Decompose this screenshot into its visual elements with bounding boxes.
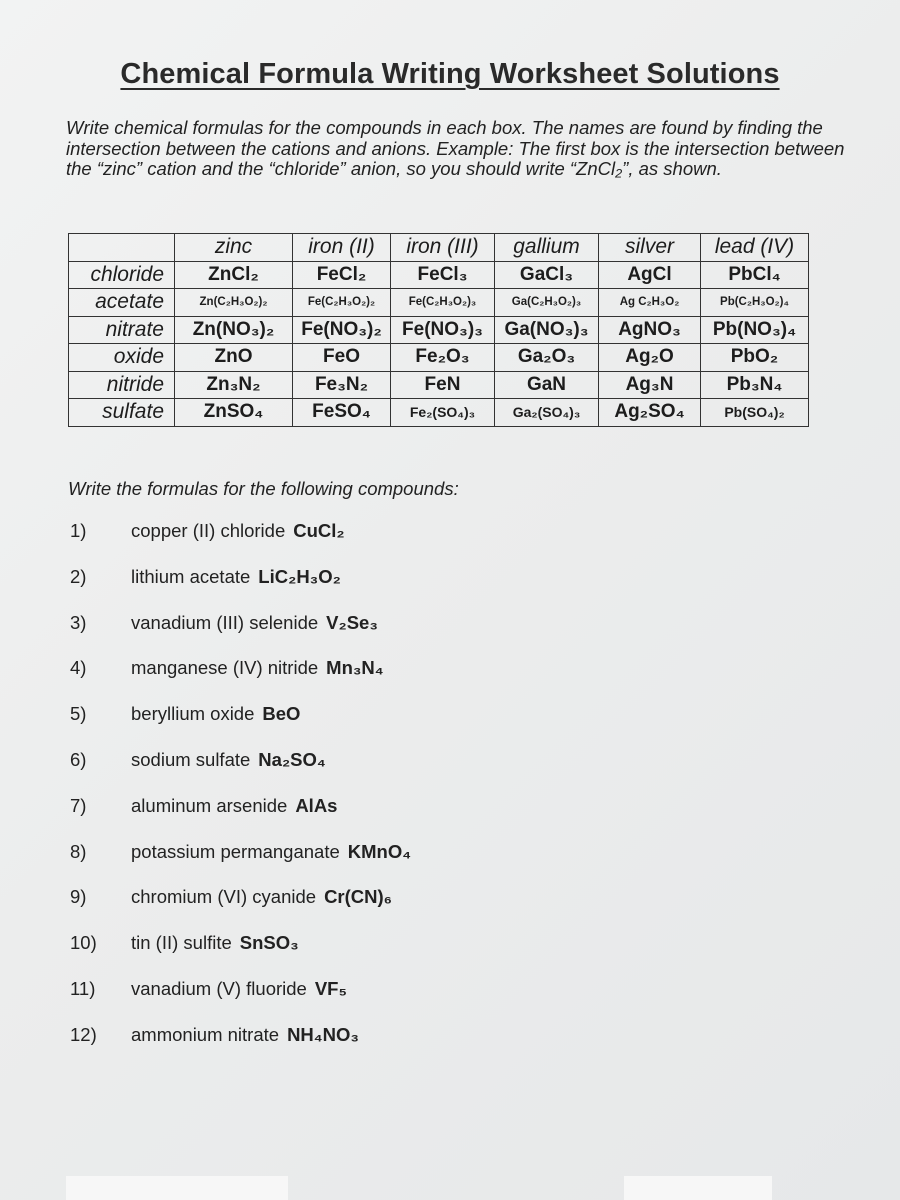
question-wrapper: [131, 795, 337, 817]
anion-row: [69, 289, 809, 317]
question-item: [68, 566, 868, 612]
anion-row: [69, 344, 809, 372]
formula-cell: Fe(NO₃)₂: [293, 316, 391, 344]
formula-cell: Pb(SO₄)₂: [701, 399, 809, 427]
formula-answer: AlAs: [295, 794, 338, 816]
page-title: Chemical Formula Writing Worksheet Solutions: [120, 58, 780, 90]
compound-name: beryllium oxide: [131, 703, 255, 725]
compound-name: lithium acetate: [131, 565, 251, 587]
compound-name: potassium permanganate: [131, 840, 340, 862]
question-number: 6): [70, 748, 87, 770]
formula-answer: VF₅: [314, 977, 347, 999]
question-wrapper: [131, 1024, 359, 1046]
compound-name: manganese (IV) nitride: [131, 657, 319, 679]
question-item: [68, 657, 868, 703]
question-wrapper: [131, 978, 347, 1000]
anion-label: chloride: [69, 261, 175, 289]
formula-cell: Fe(C₂H₃O₂)₂: [293, 289, 391, 317]
formula-cell: AgCl: [599, 261, 701, 289]
cation-header: zinc: [175, 234, 293, 262]
formula-cell: ZnCl₂: [175, 261, 293, 289]
question-number: 12): [70, 1023, 97, 1045]
formula-cell: FeN: [391, 371, 495, 399]
formula-answer: KMnO₄: [347, 840, 412, 862]
formula-cell: GaN: [495, 371, 599, 399]
compound-name: aluminum arsenide: [131, 794, 288, 816]
formula-answer: LiC₂H₃O₂: [258, 565, 341, 587]
question-wrapper: [131, 612, 378, 634]
compound-name: copper (II) chloride: [131, 520, 286, 541]
formula-answer: V₂Se₃: [326, 611, 378, 633]
formula-cell: Pb(NO₃)₄: [701, 316, 809, 344]
formula-cell: Fe₂O₃: [391, 344, 495, 372]
formula-cell: Pb₃N₄: [701, 371, 809, 399]
question-number: 3): [70, 611, 87, 633]
questions-heading: Write the formulas for the following compounds:: [68, 478, 459, 499]
formula-answer: Na₂SO₄: [258, 748, 326, 770]
formula-cell: FeCl₂: [293, 261, 391, 289]
tape-strip: [624, 1176, 772, 1200]
anion-row: [69, 399, 809, 427]
question-item: [68, 703, 868, 749]
question-number: 5): [70, 703, 87, 725]
formula-cell: Ag₂SO₄: [599, 399, 701, 427]
formula-cell: FeCl₃: [391, 261, 495, 289]
formula-table: [68, 233, 809, 427]
formula-cell: Ag₃N: [599, 371, 701, 399]
formula-cell: Fe₂(SO₄)₃: [391, 399, 495, 427]
question-item: [68, 886, 868, 932]
formula-answer: Mn₃N₄: [326, 657, 384, 679]
formula-cell: Zn(C₂H₃O₂)₂: [175, 289, 293, 317]
question-number: 11): [70, 977, 96, 999]
formula-answer: Cr(CN)₆: [324, 886, 393, 908]
tape-strip: [66, 1176, 288, 1200]
question-wrapper: [131, 932, 299, 954]
anion-label: sulfate: [69, 399, 175, 427]
question-item: [68, 612, 868, 658]
question-item: [68, 520, 868, 566]
formula-cell: Ga(NO₃)₃: [495, 316, 599, 344]
formula-cell: Pb(C₂H₃O₂)₄: [701, 289, 809, 317]
question-wrapper: [131, 703, 300, 725]
formula-cell: AgNO₃: [599, 316, 701, 344]
question-number: 1): [70, 520, 87, 541]
instructions-paragraph: Write chemical formulas for the compounds in each box. The names are found by finding the intersection between the cations and anions. Example: The first box is the intersection between the “zinc” cation and the “chloride” anion, so you should write “ZnCl₂”, as shown.: [66, 117, 845, 179]
compound-name: tin (II) sulfite: [131, 932, 232, 954]
compound-name: chromium (VI) cyanide: [131, 886, 317, 908]
formula-cell: Fe(NO₃)₃: [391, 316, 495, 344]
formula-cell: Ga₂(SO₄)₃: [495, 399, 599, 427]
question-item: [68, 749, 868, 795]
formula-answer: NH₄NO₃: [287, 1023, 359, 1045]
anion-label: nitride: [69, 371, 175, 399]
question-number: 9): [70, 886, 87, 908]
formula-cell: Ag C₂H₃O₂: [599, 289, 701, 317]
question-wrapper: [131, 886, 392, 908]
cation-header-row: [69, 234, 809, 262]
compound-name: vanadium (V) fluoride: [131, 977, 307, 999]
cation-header: gallium: [495, 234, 599, 262]
question-list: [68, 520, 868, 1070]
compound-name: vanadium (III) selenide: [131, 611, 319, 633]
question-number: 8): [70, 840, 87, 862]
question-item: [68, 841, 868, 887]
anion-row: [69, 371, 809, 399]
formula-cell: PbCl₄: [701, 261, 809, 289]
question-number: 7): [70, 794, 87, 816]
formula-cell: ZnSO₄: [175, 399, 293, 427]
anion-row: [69, 261, 809, 289]
formula-cell: FeSO₄: [293, 399, 391, 427]
question-number: 4): [70, 657, 87, 679]
formula-cell: Ga₂O₃: [495, 344, 599, 372]
compound-name: sodium sulfate: [131, 748, 251, 770]
cation-header: silver: [599, 234, 701, 262]
question-wrapper: [131, 841, 411, 863]
question-item: [68, 1024, 868, 1070]
question-item: [68, 978, 868, 1024]
compound-name: ammonium nitrate: [131, 1023, 280, 1045]
formula-cell: Zn₃N₂: [175, 371, 293, 399]
anion-label: acetate: [69, 289, 175, 317]
formula-cell: GaCl₃: [495, 261, 599, 289]
anion-label: oxide: [69, 344, 175, 372]
corner-cell: [69, 234, 175, 262]
anion-label: nitrate: [69, 316, 175, 344]
cation-header: iron (II): [293, 234, 391, 262]
formula-answer: SnSO₃: [239, 932, 299, 954]
formula-cell: FeO: [293, 344, 391, 372]
formula-answer: BeO: [262, 703, 301, 725]
formula-cell: Ag₂O: [599, 344, 701, 372]
question-wrapper: [131, 749, 326, 771]
question-number: 2): [70, 565, 87, 587]
formula-cell: Fe₃N₂: [293, 371, 391, 399]
cation-header: iron (III): [391, 234, 495, 262]
question-wrapper: [131, 566, 341, 588]
formula-table-body: [69, 234, 809, 427]
question-wrapper: [131, 520, 345, 542]
formula-cell: Ga(C₂H₃O₂)₃: [495, 289, 599, 317]
cation-header: lead (IV): [701, 234, 809, 262]
formula-answer: CuCl₂: [293, 520, 345, 541]
anion-row: [69, 316, 809, 344]
formula-cell: Fe(C₂H₃O₂)₃: [391, 289, 495, 317]
question-number: 10): [70, 932, 97, 954]
formula-cell: Zn(NO₃)₂: [175, 316, 293, 344]
formula-cell: PbO₂: [701, 344, 809, 372]
formula-cell: ZnO: [175, 344, 293, 372]
question-item: [68, 932, 868, 978]
question-item: [68, 795, 868, 841]
question-wrapper: [131, 657, 384, 679]
